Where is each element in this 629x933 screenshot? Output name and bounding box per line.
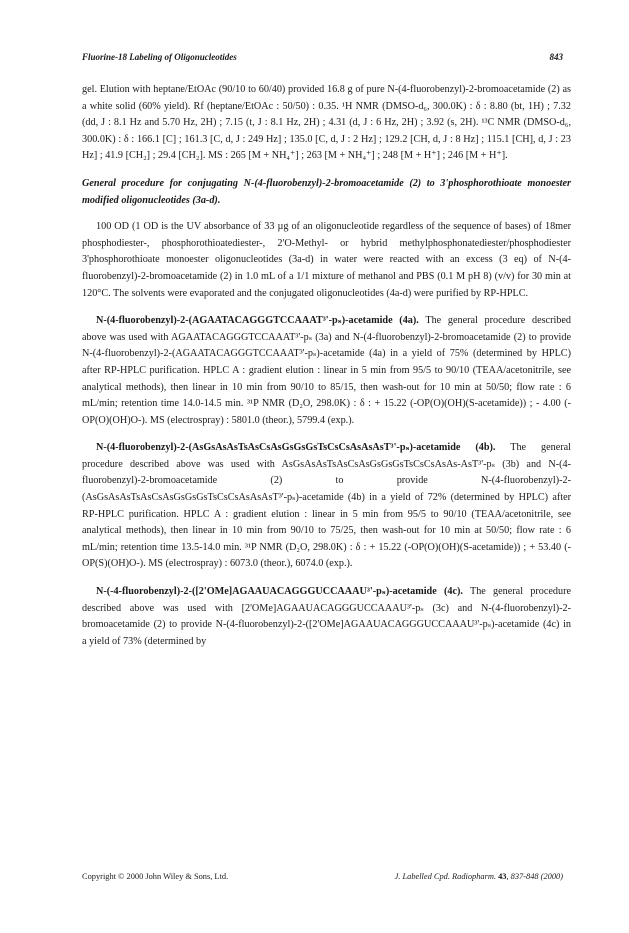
section-heading: General procedure for conjugating N-(4-fluorobenzyl)-2-bromoacetamide (2) to 3'phosphorothioate monoester modified oligonucleotides (3a-d). <box>82 177 571 206</box>
compound-text-4b: The general procedure described above was used with AsGsAsAsTsAsCsAsGsGsGsTsCsCsAsAs-AsT³'-pₛ (3b) and N-(4-fluorobenzyl)-2-bromoacetamide (2) to provide N-(4-fluorobenzyl)-2-(AsGsAsAsTsAsCsAsGsGsGsTsCsCsAsAsAsT³'-pₛ)-acetamide (4b) in a yield of 72% (determined by HPLC) after RP-HPLC purification. HPLC A : gradient elution : linear in 5 min from 95/5 to 90/10 (TEAA/acetonitrile, see analytical methods), then linear in 10 min from 90/10 to 75/25, then wash-out for 10 min at 50/50; flow rate : 6 mL/min; retention time 13.5-14.0 min. ³¹P NMR (D₂O, 298.0K) : δ : + 15.22 (-OP(O)(OH)(S-acetamide)) ; + 53.40 (-OP(S)(OH)O-). MS (electrospray) : 6073.0 (theor.), 6074.0 (exp.). <box>82 442 571 570</box>
article-body <box>82 82 571 650</box>
journal-pages: , 837-848 (2000) <box>506 872 563 881</box>
paragraph-synthesis-end: gel. Elution with heptane/EtOAc (90/10 to 60/40) provided 16.8 g of pure N-(4-fluorobenzyl)-2-bromoacetamide (2) as a white solid (60% yield). Rf (heptane/EtOAc : 50/50) : 0.35. ¹H NMR (DMSO-d₆, 300.0K) : δ : 8.80 (bt, 1H) ; 7.32 (dd, J : 8.1 Hz and 5.70 Hz, 2H) ; 7.15 (t, J : 8.1 Hz, 2H) ; 4.31 (d, J : 6 Hz, 2H) ; 3.92 (s, 2H). ¹³C NMR (DMSO-d₆, 300.0K) : δ : 166.1 [C] ; 161.3 [C, d, J : 249 Hz] ; 135.0 [C, d, J : 2 Hz] ; 129.2 [CH, d, J : 8 Hz] ; 115.1 [CH], d, J : 23 Hz] ; 41.9 [CH₂] ; 29.4 [CH₂]. MS : 265 [M + NH₄⁺] ; 263 [M + NH₄⁺] ; 248 [M + H⁺] ; 246 [M + H⁺]. <box>82 84 571 162</box>
paragraph-compound-4c <box>82 584 571 650</box>
paragraph-general-procedure: 100 OD (1 OD is the UV absorbance of 33 µg of an oligonucleotide regardless of the sequence of bases) of 18mer phosphodiester-, phosphorothioatediester-, 2'O-Methyl- or hybrid methylphosphonatediester/phosphodiester 3'phosphorothioate monoester oligonucleotides (3a-d) in water were reacted with an excess (3 eq) of N-(4-fluorobenzyl)-2-bromoacetamide (2) in 1.0 mL of a 1/1 mixture of methanol and PBS (0.1 M pH 8) (v/v) for 30 min at 120°C. The solvents were evaporated and the conjugated oligonucleotides (4a-d) were purified by RP-HPLC. <box>82 221 571 299</box>
compound-title-4a: N-(4-fluorobenzyl)-2-(AGAATACAGGGTCCAAAT³'-pₛ)-acetamide (4a). <box>96 315 419 327</box>
compound-title-4c: N-(-4-fluorobenzyl)-2-([2'OMe]AGAAUACAGGGUCCAAAU³'-pₛ)-acetamide (4c). <box>96 586 463 598</box>
paragraph-compound-4b <box>82 440 571 573</box>
running-head-title: Fluorine-18 Labeling of Oligonucleotides <box>82 52 237 62</box>
paragraph-compound-4a <box>82 313 571 429</box>
journal-citation <box>395 872 563 881</box>
compound-text-4c: The general procedure described above was used with [2'OMe]AGAAUACAGGGUCCAAAU³'-pₛ (3c) and N-(4-fluorobenzyl)-2-bromoacetamide (2) to provide N-(4-fluorobenzyl)-2-([2'OMe]AGAAUACAGGGUCCAAAU³'-pₛ)-acetamide (4c) in a yield of 73% (determined by <box>82 586 571 647</box>
page-number: 843 <box>549 52 563 62</box>
running-head <box>82 52 563 66</box>
journal-name: J. Labelled Cpd. Radiopharm. <box>394 872 496 881</box>
journal-volume: 43 <box>498 872 507 881</box>
page-footer <box>82 872 563 886</box>
copyright-notice: Copyright © 2000 John Wiley & Sons, Ltd. <box>82 872 229 881</box>
compound-title-4b: N-(4-fluorobenzyl)-2-(AsGsAsAsTsAsCsAsGsGsGsTsCsCsAsAsAsT³'-pₛ)-acetamide (4b). <box>96 442 496 454</box>
compound-text-4a: The general procedure described above was used with AGAATACAGGGTCCAAAT³'-pₛ (3a) and N-(4-fluorobenzyl)-2-bromoacetamide (2) to provide N-(4-fluorobenzyl)-2-(AGAATACAGGGTCCAAAT³'-pₛ)-acetamide (4a) in a yield of 75% (determined by HPLC) after RP-HPLC purification. HPLC A : gradient elution : linear in 5 min from 95/5 to 90/10 (TEAA/acetonitrile, see analytical methods), then linear in 10 min from 90/10 to 85/15, then wash-out for 10 min at 50/50; flow rate : 6 mL/min; retention time 14.0-14.5 min. ³¹P NMR (D₂O, 298.0K) : δ : + 15.22 (-OP(O)(OH)(S-acetamide)) ; - 4.00 (-OP(O)(OH)O-). MS (electrospray) : 5801.0 (theor.), 5799.4 (exp.). <box>82 315 572 426</box>
